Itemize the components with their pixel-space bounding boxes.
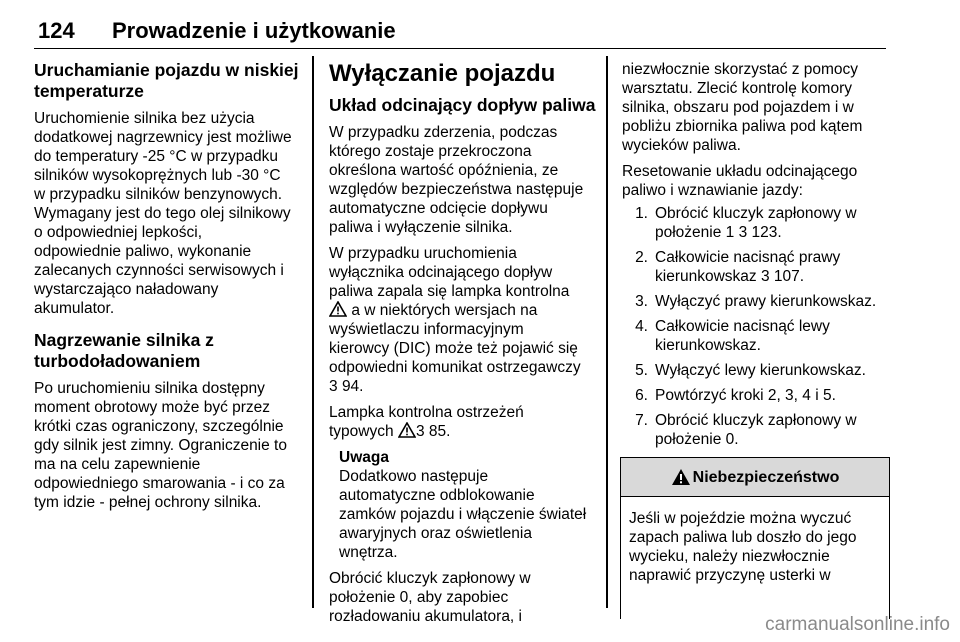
- page-reference[interactable]: 123.: [751, 224, 782, 241]
- list-item: 5. Wyłączyć lewy kierunkowskaz.: [635, 362, 866, 379]
- column-left: [34, 60, 300, 512]
- paragraph-warning-lamp: Lampka kontrolna ostrzeżeń typowych 3 85.: [329, 404, 524, 440]
- subsection-title: Układ odcinający dopływ paliwa: [329, 95, 596, 115]
- note-block: Uwaga Dodatkowo następuje automatyczne odblokowanie zamków pojazdu i włączenie świateł awaryjnych oraz oświetlenia wnętrza.: [329, 448, 597, 562]
- page-number: 124: [38, 18, 75, 43]
- watermark: carmanualsonline.info: [765, 614, 950, 635]
- reference-arrow-icon: 3: [738, 224, 748, 241]
- warning-triangle-icon: [329, 301, 347, 317]
- paragraph-fuel-cutoff: W przypadku zderzenia, podczas którego zostaje przekroczona określona wartość opóźnienia, ze względów bezpieczeństwa następuje automatyczne odcięcie dopływu paliwa i wyłączenie silnika.: [329, 124, 584, 236]
- column-divider: [312, 56, 314, 608]
- heading-cold-start: Uruchamianie pojazdu w niskiej temperaturze: [34, 60, 299, 101]
- warning-triangle-icon: [398, 422, 416, 438]
- paragraph-ignition-off: Obrócić kluczyk zapłonowy w położenie 0, aby zapobiec rozładowaniu akumulatora, i: [329, 570, 531, 625]
- heading-turbo: Nagrzewanie silnika z turbodoładowaniem: [34, 330, 214, 371]
- page-header: [34, 12, 886, 49]
- reference-arrow-icon: 3: [415, 423, 425, 440]
- list-item: 3. Wyłączyć prawy kierunkowskaz.: [635, 293, 877, 310]
- chapter-title: Prowadzenie i użytkowanie: [112, 18, 396, 43]
- warning-triangle-icon: [671, 468, 691, 486]
- section-title: Wyłączanie pojazdu: [329, 60, 556, 87]
- paragraph-reset: Resetowanie układu odcinającego paliwo i wznawianie jazdy:: [622, 163, 858, 199]
- reset-steps-list: [622, 204, 888, 449]
- danger-warning-box: [620, 457, 890, 619]
- paragraph-cold-start: Uruchomienie silnika bez użycia dodatkowej nagrzewnicy jest możliwe do temperatury -25 °C w przypadku silników wysokoprężnych lub -30 °C w przypadku silników benzynowych. Wymagany jest do tego olej silnikowy o odpowiedniej lepkości, odpowiednie paliwo, wykonanie zalecanych czynności serwisowych i wystarczająco naładowany akumulator.: [34, 110, 292, 317]
- list-item: 1. Obrócić kluczyk zapłonowy w położenie 1 3 123.: [635, 205, 857, 241]
- page-reference[interactable]: 107.: [773, 268, 805, 285]
- page-reference[interactable]: 85.: [428, 423, 451, 440]
- column-divider: [606, 56, 608, 608]
- list-item: 4. Całkowicie nacisnąć lewy kierunkowskaz.: [635, 318, 830, 354]
- warning-header: [621, 458, 889, 497]
- paragraph-control-lamp: W przypadku uruchomienia wyłącznika odcinającego dopływ paliwa zapala się lampka kontrolna a w niektórych wersjach na wyświetlaczu informacyjnym kierowcy (DIC) może też pojawić się odpowiedni komunikat ostrzegawczy 3 94.: [329, 245, 581, 395]
- paragraph-workshop: niezwłocznie skorzystać z pomocy warsztatu. Zlecić kontrolę komory silnika, obszaru pod pojazdem i w pobliżu zbiornika paliwa pod kątem wycieków paliwa.: [622, 61, 863, 154]
- column-right: [622, 60, 888, 619]
- warning-text: Jeśli w pojeździe można wyczuć zapach paliwa lub doszło do jego wycieku, należy niezwłocznie naprawić przyczynę usterki w: [629, 510, 857, 584]
- list-item: 7. Obrócić kluczyk zapłonowy w położenie 0.: [635, 412, 857, 448]
- list-item: 2. Całkowicie nacisnąć prawy kierunkowskaz 3 107.: [635, 249, 841, 285]
- column-middle: [329, 60, 597, 626]
- warning-title: Niebezpieczeństwo: [692, 468, 840, 486]
- paragraph-turbo: Po uruchomieniu silnika dostępny moment obrotowy może być przez krótki czas ograniczony, szczególnie gdy silnik jest zimny. Ograniczenie to ma na celu zapewnienie odpowiedniego smarowania - i co za tym idzie - pełnej ochrony silnika.: [34, 380, 287, 511]
- note-title: Uwaga: [339, 449, 389, 466]
- page-reference[interactable]: 94.: [341, 378, 364, 395]
- reference-arrow-icon: 3: [329, 378, 338, 395]
- list-item: 6. Powtórzyć kroki 2, 3, 4 i 5.: [635, 387, 836, 404]
- reference-arrow-icon: 3: [760, 268, 770, 285]
